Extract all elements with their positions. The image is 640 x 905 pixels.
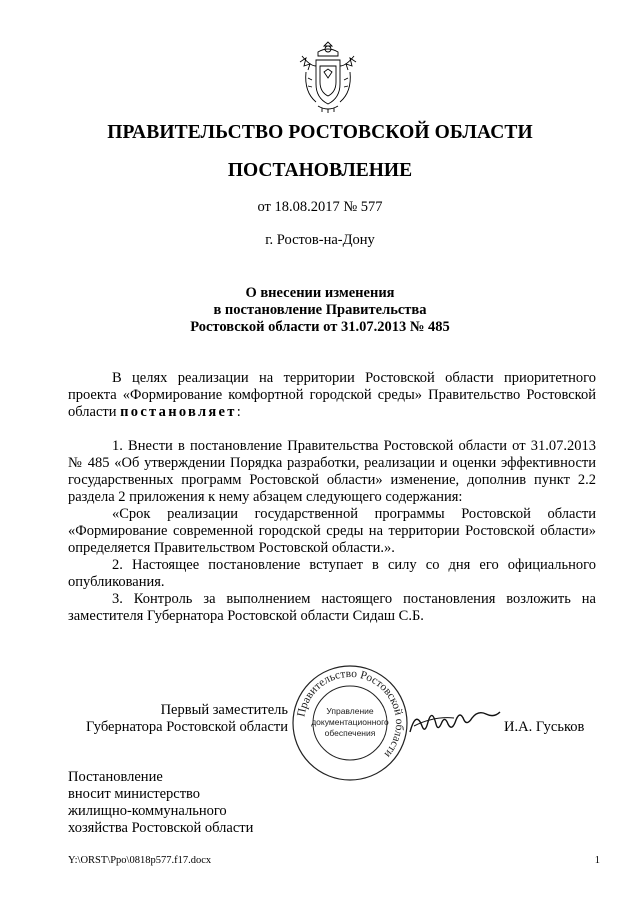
- decree-items: [68, 438, 596, 625]
- submitted-line-2: вносит министерство: [68, 786, 201, 802]
- page-number: 1: [594, 855, 600, 866]
- preamble-colon: :: [236, 404, 241, 420]
- submitted-line-4: хозяйства Ростовской области: [68, 820, 254, 836]
- item-1-quote: «Срок реализации государственной программы Ростовской области «Формирование современной городской среды на территории Ростовской области» определяется Правительством Ростовской области.».: [68, 506, 596, 556]
- handwritten-signature: [404, 700, 504, 744]
- item-2: 2. Настоящее постановление вступает в силу со дня его официального опубликования.: [68, 557, 596, 590]
- document-city: г. Ростов-на-Дону: [265, 232, 375, 248]
- signatory-name: И.А. Гуськов: [504, 719, 585, 735]
- item-3: 3. Контроль за выполнением настоящего постановления возложить на заместителя Губернатора Ростовской области Сидаш С.Б.: [68, 591, 596, 624]
- decree-word: постановляет: [120, 404, 237, 420]
- official-stamp: [290, 663, 410, 783]
- position-line-2: Губернатора Ростовской области: [85, 719, 288, 735]
- submitted-line-1: Постановление: [68, 769, 163, 785]
- preamble-text: В целях реализации на территории Ростовской области приоритетного проекта «Формирование комфортной городской среды» Правительство Ростовской области: [68, 370, 596, 420]
- file-path: Y:\ORST\Ppo\0818p577.f17.docx: [68, 855, 212, 866]
- document-date-number: от 18.08.2017 № 577: [257, 199, 383, 215]
- stamp-ring-text: Правительство Ростовской области: [295, 667, 406, 760]
- submitted-by-note: [68, 769, 253, 837]
- preamble: [68, 370, 596, 421]
- signatory-position: [68, 702, 288, 736]
- stamp-line-3: обеспечения: [324, 728, 376, 738]
- stamp-line-1: Управление: [326, 706, 374, 716]
- coat-of-arms-icon: [296, 38, 360, 114]
- submitted-line-3: жилищно-коммунального: [68, 803, 227, 819]
- subject-line-3: Ростовской области от 31.07.2013 № 485: [190, 319, 450, 335]
- stamp-line-2: документационного: [311, 717, 389, 727]
- document-type: ПОСТАНОВЛЕНИЕ: [227, 160, 413, 181]
- position-line-1: Первый заместитель: [160, 702, 288, 718]
- government-title: ПРАВИТЕЛЬСТВО РОСТОВСКОЙ ОБЛАСТИ: [107, 122, 533, 143]
- subject-line-2: в постановление Правительства: [213, 302, 427, 318]
- document-subject: [0, 285, 640, 336]
- subject-line-1: О внесении изменения: [245, 285, 395, 301]
- item-1: 1. Внести в постановление Правительства Ростовской области от 31.07.2013 № 485 «Об утверждении Порядка разработки, реализации и оценки эффективности государственных программ Ростовской области» изменение, дополнив пункт 2.2 раздела 2 приложения к нему абзацем следующего содержания:: [68, 438, 596, 505]
